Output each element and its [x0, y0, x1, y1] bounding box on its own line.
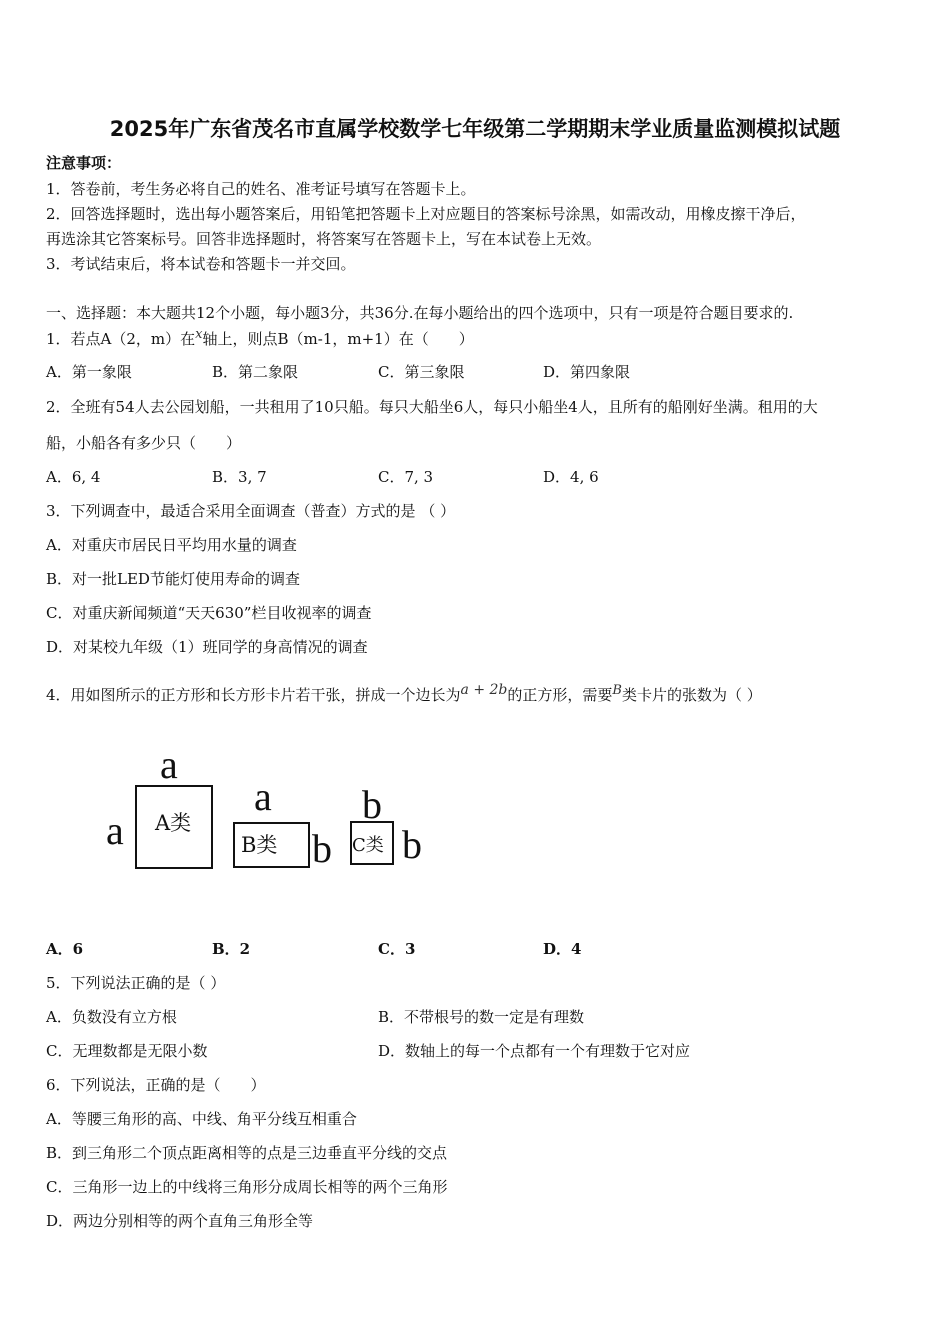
q5-option-d: D．数轴上的每一个点都有一个有理数于它对应 [378, 1042, 691, 1060]
q3-option-d: D．对某校九年级（1）班同学的身高情况的调查 [46, 638, 368, 656]
q4-option-c: C．3 [378, 940, 416, 958]
notice-item: 1．答卷前，考生务必将自己的姓名、准考证号填写在答题卡上。 [46, 180, 476, 198]
figure-b-right-label: b [312, 826, 332, 871]
figure-b-top-label: a [254, 774, 272, 819]
question-6-stem: 6．下列说法，正确的是（ ） [46, 1076, 266, 1094]
q3-option-c: C．对重庆新闻频道“天天630”栏目收视率的调查 [46, 604, 372, 622]
q1-option-b: B．第二象限 [212, 363, 299, 381]
question-1-stem [46, 327, 474, 349]
q5-option-b: B．不带根号的数一定是有理数 [378, 1008, 585, 1026]
q1-option-c: C．第三象限 [378, 363, 465, 381]
q4-figure [100, 742, 440, 875]
q6-option-c: C．三角形一边上的中线将三角形分成周长相等的两个三角形 [46, 1178, 448, 1196]
section-heading: 一、选择题：本大题共12个小题，每小题3分，共36分.在每小题给出的四个选项中，只有一项是符合题目要求的. [46, 304, 794, 322]
notice-item: 3．考试结束后，将本试卷和答题卡一并交回。 [46, 255, 356, 273]
q2-option-b: B．3, 7 [212, 468, 267, 486]
q4-option-a: A．6 [46, 940, 84, 958]
q4-stem-post: 类卡片的张数为（ ） [621, 686, 762, 704]
figure-a-left-label: a [106, 808, 124, 853]
question-3-stem: 3．下列调查中，最适合采用全面调查（普查）方式的是 （ ） [46, 502, 456, 520]
figure-c-top-label: b [362, 782, 382, 827]
q2-option-c: C．7, 3 [378, 468, 434, 486]
q1-stem-post: 轴上，则点B（m-1，m+1）在（ ） [202, 330, 474, 348]
q1-variable: x [195, 327, 203, 342]
notice-item: 2．回答选择题时，选出每小题答案后，用铅笔把答题卡上对应题目的答案标号涂黑，如需改动，用橡皮擦干净后， [46, 205, 806, 223]
question-4-stem [46, 682, 762, 705]
notice-item: 再选涂其它答案标号。回答非选择题时，将答案写在答题卡上，写在本试卷上无效。 [46, 230, 602, 248]
q5-option-c: C．无理数都是无限小数 [46, 1042, 208, 1060]
q4-variable: B [612, 683, 622, 698]
figure-c-right-label: b [402, 822, 422, 867]
q4-stem-mid: 的正方形，需要 [507, 686, 613, 704]
q1-stem-pre: 1．若点A（2，m）在 [46, 330, 196, 348]
q6-option-a: A．等腰三角形的高、中线、角平分线互相重合 [46, 1110, 357, 1128]
q2-option-d: D．4, 6 [543, 468, 599, 486]
q1-option-a: A．第一象限 [46, 363, 132, 381]
q4-stem-pre: 4．用如图所示的正方形和长方形卡片若干张，拼成一个边长为 [46, 686, 461, 704]
question-2-stem-line2: 船，小船各有多少只（ ） [46, 434, 242, 452]
q6-option-d: D．两边分别相等的两个直角三角形全等 [46, 1212, 314, 1230]
page-title: 2025年广东省茂名市直属学校数学七年级第二学期期末学业质量监测模拟试题 [109, 117, 841, 141]
q3-option-b: B．对一批LED节能灯使用寿命的调查 [46, 570, 300, 588]
q1-option-d: D．第四象限 [543, 363, 631, 381]
card-a-label: A类 [155, 811, 192, 835]
figure-a-top-label: a [160, 742, 178, 787]
q3-option-a: A．对重庆市居民日平均用水量的调查 [46, 536, 297, 554]
q4-option-d: D．4 [543, 940, 582, 958]
q2-option-a: A．6, 4 [46, 468, 101, 486]
card-b-label: B类 [241, 833, 278, 857]
question-2-stem-line1: 2．全班有54人去公园划船，一共租用了10只船。每只大船坐6人，每只小船坐4人，且所有的船刚好坐满。租用的大 [46, 398, 818, 416]
q5-option-a: A．负数没有立方根 [46, 1008, 177, 1026]
q4-expression: a + 2b [460, 682, 508, 698]
question-5-stem: 5．下列说法正确的是（ ） [46, 974, 226, 992]
q6-option-b: B．到三角形二个顶点距离相等的点是三边垂直平分线的交点 [46, 1144, 448, 1162]
notice-heading: 注意事项： [46, 154, 122, 172]
q4-option-b: B．2 [212, 940, 251, 958]
card-c-label: C类 [352, 835, 384, 856]
